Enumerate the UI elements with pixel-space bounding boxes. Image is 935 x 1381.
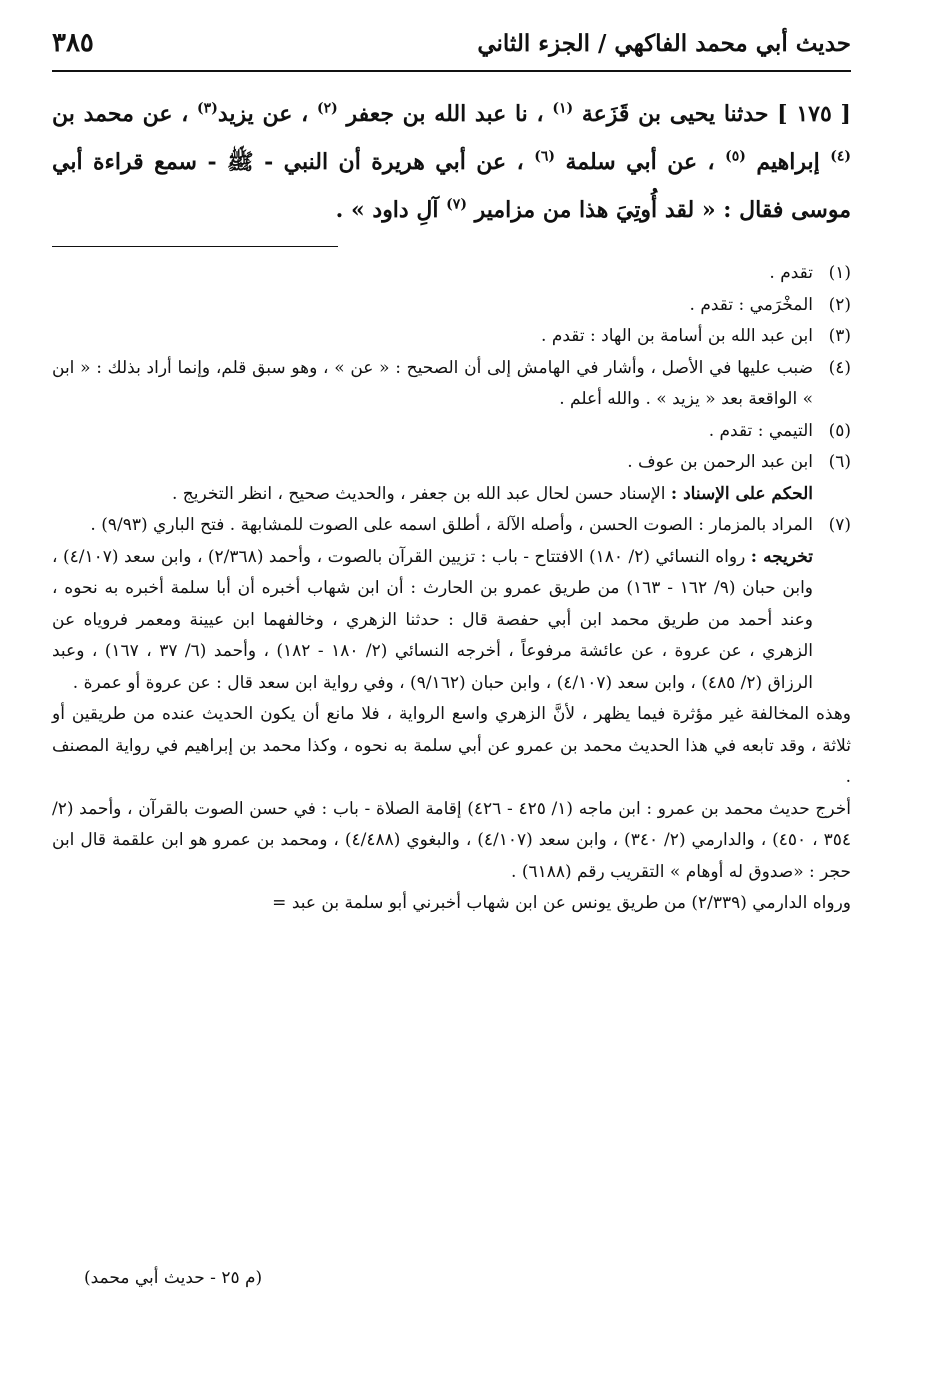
takhrij-text: رواه النسائي (٢/ ١٨٠) الافتتاح - باب : تزيين القرآن بالصوت ، وأحمد (٢/٣٦٨) ، وابن سعد (٤/١٠٧) ، وابن حبان (٩/ ١٦٢ - ١٦٣) من طريق عمرو بن الحارث : أن ابن شهاب أخبره أن أبا سلمة أخبره به نحوه ، وعند أحمد من طريق محمد ابن أبي حفصة قال : حدثنا الزهري ، وخالفهما ابن عيينة ومعمر فروياه عن الزهري ، عن عروة ، عن عائشة مرفوعاً ، أخرجه النسائي (٢/ ١٨٠ - ١٨٢) ، وأحمد (٦/ ٣٧ ، ١٦٧) ، وعبد الرزاق (٢/ ٤٨٥) ، وابن سعد (٤/١٠٧) ، وابن حبان (٩/١٦٢) ، وفي رواية ابن سعد قال : عن عروة أو عمرة . [52,546,813,693]
footnote-ref: (٣) [197,100,218,117]
page-header [52,26,851,72]
footnote [52,510,851,542]
isnad-part: إبراهيم [756,149,820,175]
takhrij-label: تخريجه : [750,546,813,567]
footnote-text: التيمي : تقدم . [708,420,813,441]
footnote [52,258,851,290]
footnote [52,353,851,416]
body-paragraph: أخرج حديث محمد بن عمرو : ابن ماجه (١/ ٤٢٥ - ٤٢٦) إقامة الصلاة - باب : في حسن الصوت بالقرآن ، وأحمد (٢/ ٣٥٤ ، ٤٥٠) ، والدارمي (٢/ ٣٤٠) ، وابن سعد (٤/١٠٧) ، والبغوي (٤/٤٨٨) ، ومحمد بن عمرو هو ابن علقمة قال ابن حجر : «صدوق له أوهام » التقريب رقم (٦١٨٨) . [52,798,852,882]
matn-text: لقد أُوتِيَ هذا من مزامير [474,197,695,223]
header-rule [52,70,851,72]
isnad-part: ، نا عبد الله بن جعفر [346,101,544,127]
footnote-text: المراد بالمزمار : الصوت الحسن ، وأصله الآلة ، أطلق اسمه على الصوت للمشابهة . فتح الباري (٩/٩٣) . [90,515,813,535]
hadith-number: [ ١٧٥ ] [777,101,851,127]
isnad-part: ، عن أبي سلمة [565,149,715,175]
footnote-ref: (٥) [725,148,746,165]
footnote-text: تقدم . [769,263,813,283]
footnote-number: (٦) [828,452,851,472]
footnote [52,447,851,479]
footnote-divider [52,246,338,247]
footnote-ref: (٤) [830,148,851,165]
footnote-number: (١) [828,263,851,283]
footnote-ref: (٢) [316,100,338,117]
hukm-text: الإسناد حسن لحال عبد الله بن جعفر ، والحديث صحيح ، انظر التخريج . [172,483,666,504]
footnotes-section [52,258,851,920]
footnote-ref: (١) [552,100,574,117]
isnad-part: ، عن محمد بن [52,101,189,127]
hadith-text [52,90,851,234]
footnote-number: (٤) [828,357,851,378]
footnote-number: (٢) [828,294,851,315]
isnad-part: حدثنا يحيى بن قَزَعة [581,101,769,127]
body-paragraph: ورواه الدارمي (٢/٣٣٩) من طريق يونس عن ابن شهاب أخبرني أبو سلمة بن عبد = [272,893,851,913]
footnote-text: ابن عبد الرحمن بن عوف . [627,452,813,472]
matn-text: آلِ داود [372,197,439,223]
isnad-part: ، عن أبي هريرة أن النبي - ﷺ - سمع قراءة أبي موسى فقال : « [52,149,851,223]
isnad-part: » . [335,197,365,223]
footnote-text: المخْرَمي : تقدم . [689,294,813,315]
page-number: ٣٨٥ [52,28,94,58]
isnad-part: ، عن يزيد [217,101,309,127]
hukm-label: الحكم على الإسناد : [670,483,813,504]
hukm-paragraph [52,479,851,511]
footnote-number: (٣) [828,326,851,346]
footnote-number: (٧) [828,515,851,535]
footnote-text: ضبب عليها في الأصل ، وأشار في الهامش إلى أن الصحيح : « عن » ، وهو سبق قلم، وإنما أراد بذلك : « ابن » الواقعة بعد « يزيد » . والله أعلم . [52,357,813,409]
footnote-ref: (٦) [534,148,555,165]
footnote-text: ابن عبد الله بن أسامة بن الهاد : تقدم . [541,326,813,346]
footnote-number: (٥) [828,420,851,441]
body-paragraph: وهذه المخالفة غير مؤثرة فيما يظهر ، لأنَّ الزهري واسع الرواية ، فلا مانع أن يكون الحديث عنده من طريقين أو ثلاثة ، وقد تابعه في هذا الحديث محمد بن عمرو عن أبي سلمة به نحوه ، وكذا محمد بن إبراهيم في رواية المصنف . [52,704,851,787]
footnote [52,290,851,322]
footnote [52,416,851,448]
takhrij-paragraph [52,542,851,700]
footnote [52,321,851,353]
running-title: حديث أبي محمد الفاكهي / الجزء الثاني [477,30,851,57]
footnote-ref: (٧) [446,196,467,213]
signature-note: (م ٢٥ - حديث أبي محمد) [84,1268,263,1288]
